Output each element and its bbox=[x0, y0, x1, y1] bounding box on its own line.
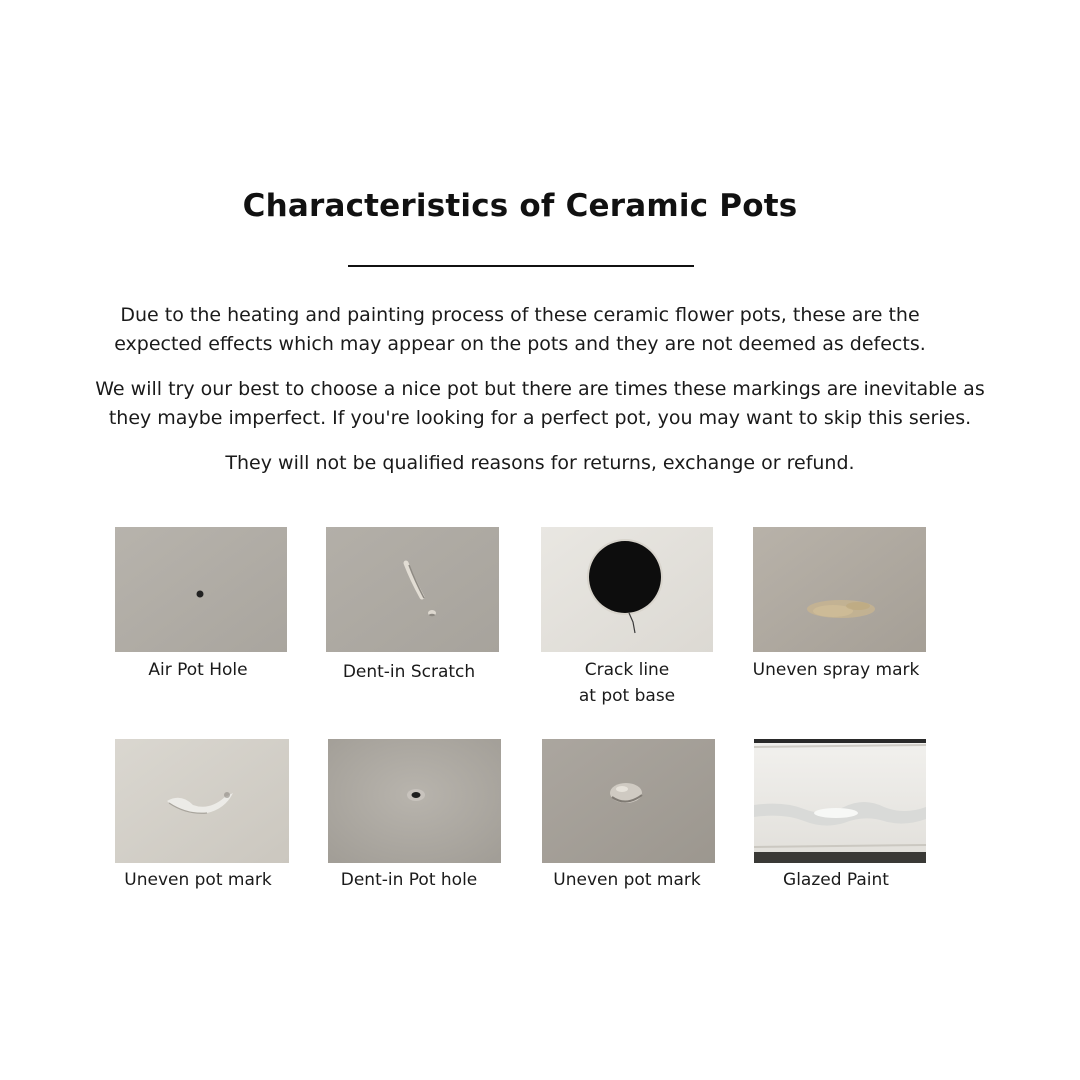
caption-line: Air Pot Hole bbox=[148, 660, 248, 680]
caption-line: Dent-in Scratch bbox=[342, 662, 476, 682]
intro-line-2: expected effects which may appear on the pots and they are not deemed as defects. bbox=[114, 333, 926, 355]
selection-line-1: We will try our best to choose a nice pot but there are times these markings are inevitable as bbox=[95, 378, 985, 400]
caption-line: Uneven pot mark bbox=[124, 870, 272, 890]
selection-paragraph bbox=[80, 375, 1000, 433]
selection-line-2: they maybe imperfect. If you're looking for a perfect pot, you may want to skip this series. bbox=[108, 407, 972, 429]
gallery-caption bbox=[88, 867, 308, 893]
crack-line-photo bbox=[541, 527, 713, 652]
gallery-caption bbox=[517, 867, 737, 893]
air-pot-hole-photo bbox=[115, 527, 287, 652]
returns-paragraph bbox=[80, 449, 1000, 478]
intro-paragraph bbox=[60, 301, 980, 359]
caption-line: Crack line bbox=[584, 660, 670, 680]
returns-line-1: They will not be qualified reasons for returns, exchange or refund. bbox=[225, 452, 855, 474]
gallery-caption bbox=[88, 657, 308, 683]
uneven-pot-mark-photo-2 bbox=[542, 739, 715, 863]
gallery-caption bbox=[726, 657, 946, 683]
caption-line: at pot base bbox=[578, 686, 676, 706]
page-title: Characteristics of Ceramic Pots bbox=[242, 188, 798, 224]
gallery-caption bbox=[299, 867, 519, 893]
title-divider bbox=[348, 265, 694, 267]
caption-line: Glazed Paint bbox=[783, 870, 889, 890]
uneven-spray-mark-photo bbox=[753, 527, 926, 652]
gallery-caption bbox=[299, 659, 519, 685]
caption-line: Uneven spray mark bbox=[752, 660, 920, 680]
glazed-paint-photo bbox=[754, 739, 926, 863]
dent-in-pot-hole-photo bbox=[328, 739, 501, 863]
uneven-pot-mark-photo bbox=[115, 739, 289, 863]
gallery-caption bbox=[726, 867, 946, 893]
gallery-caption bbox=[517, 657, 737, 709]
caption-line: Dent-in Pot hole bbox=[340, 870, 478, 890]
dent-in-scratch-photo bbox=[326, 527, 499, 652]
intro-line-1: Due to the heating and painting process of these ceramic flower pots, these are the bbox=[120, 304, 920, 326]
caption-line: Uneven pot mark bbox=[553, 870, 701, 890]
